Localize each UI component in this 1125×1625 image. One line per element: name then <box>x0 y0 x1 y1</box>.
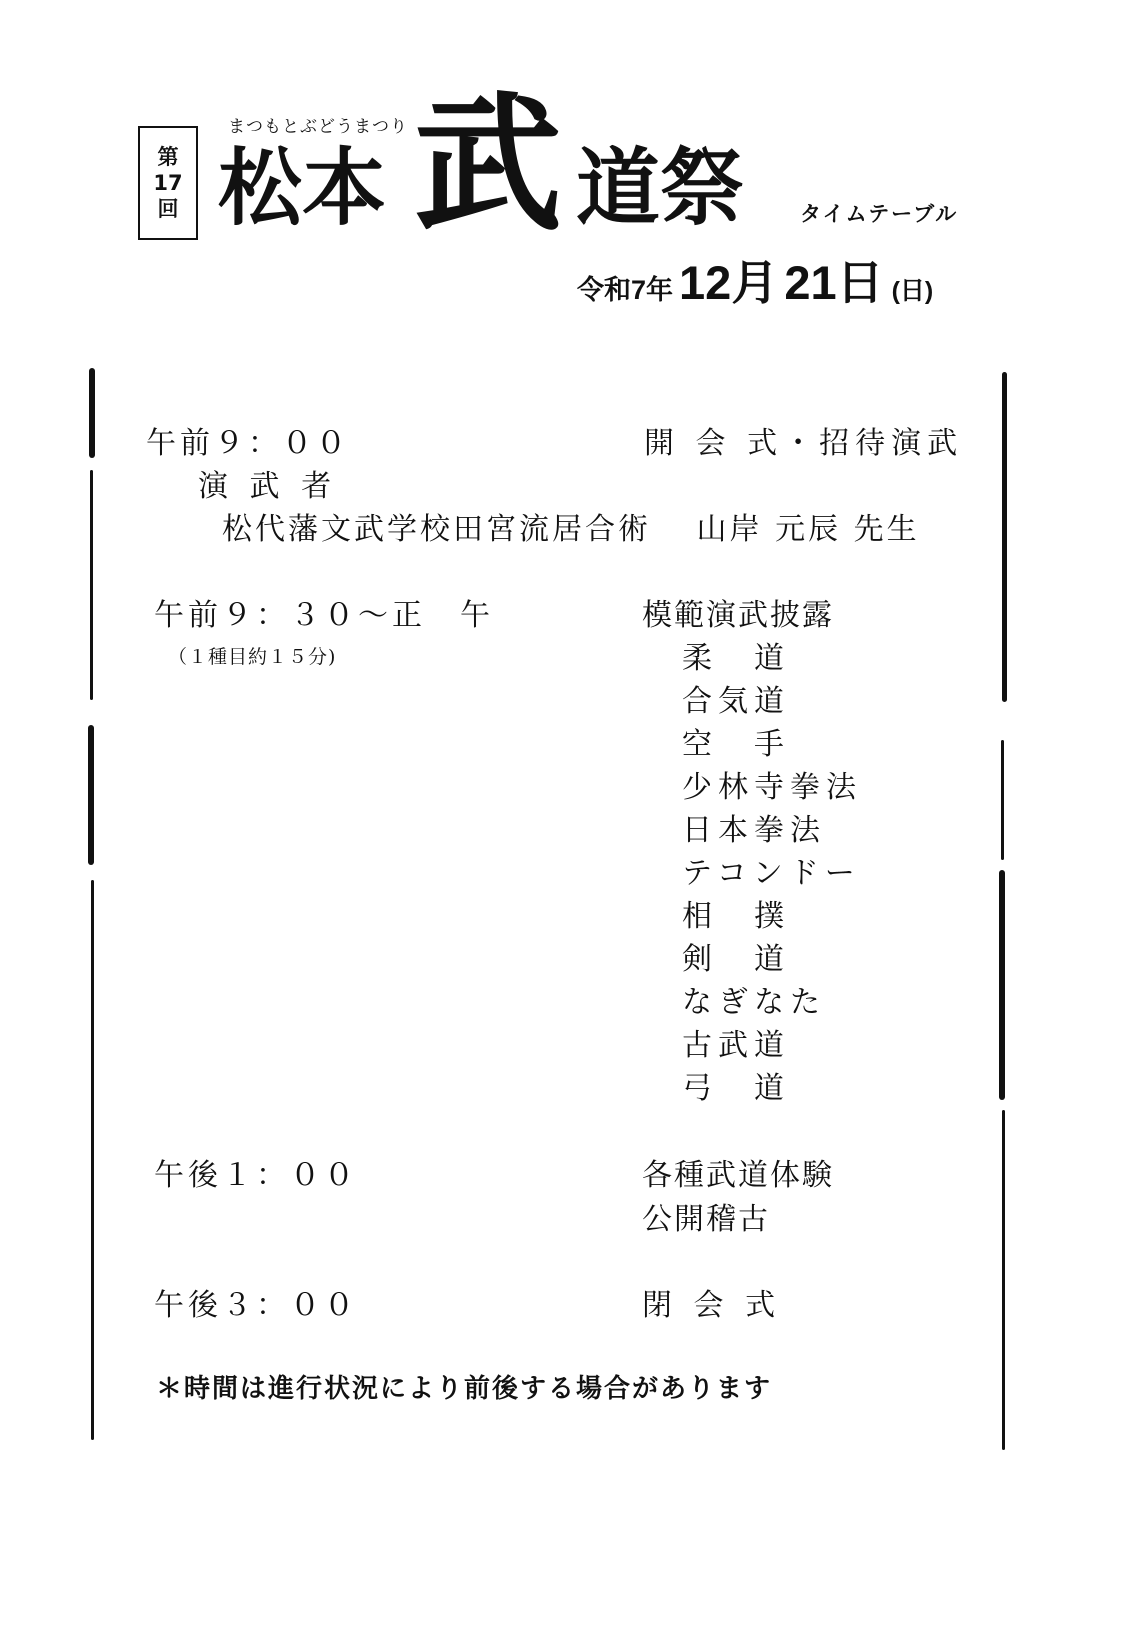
discipline-item: 古武道 <box>682 1028 790 1063</box>
discipline-item: なぎなた <box>682 985 826 1020</box>
discipline-item: 剣 道 <box>682 942 790 977</box>
brush-border-left <box>90 470 93 700</box>
event-closing: 閉 会 式 <box>642 1288 782 1323</box>
brush-border-right <box>999 870 1005 1100</box>
footnote: ＊時間は進行状況により前後する場合があります <box>156 1374 773 1404</box>
performer-name: 松代藩文武学校田宮流居合術 山岸 元辰 先生 <box>222 512 920 547</box>
event-date <box>577 246 933 313</box>
time-0900: 午前９：００ <box>146 426 350 461</box>
subtitle-timetable: タイムテーブル <box>800 202 959 226</box>
discipline-item: 柔 道 <box>682 641 790 676</box>
edition-line-3: 回 <box>157 197 179 221</box>
edition-badge <box>138 126 198 240</box>
discipline-item: テコンドー <box>682 856 861 891</box>
title-dousai: 道祭 <box>576 138 745 237</box>
event-demonstration: 模範演武披露 <box>642 598 834 633</box>
brush-border-right <box>1002 1110 1005 1450</box>
performer-label: 演 武 者 <box>198 469 338 504</box>
time-1300: 午後１：００ <box>154 1158 358 1193</box>
date-weekday: (日) <box>891 277 934 305</box>
discipline-item: 弓 道 <box>682 1071 790 1106</box>
discipline-item: 空 手 <box>682 727 790 762</box>
brush-border-left <box>89 368 95 458</box>
title-bu: 武 <box>414 77 562 251</box>
date-era: 令和7年 <box>577 275 674 305</box>
event-opening: 開 会 式・招待演武 <box>644 426 964 461</box>
date-day: 21 <box>784 256 837 309</box>
discipline-item: 日本拳法 <box>682 813 826 848</box>
event-open-practice: 公開稽古 <box>642 1202 770 1237</box>
discipline-item: 合気道 <box>682 684 790 719</box>
time-0930: 午前９：３０～正 午 <box>154 598 494 633</box>
brush-border-left <box>88 725 94 865</box>
date-month: 12 <box>679 256 732 309</box>
edition-line-1: 第 <box>157 145 179 169</box>
title-ruby: まつもとぶどうまつり <box>228 117 408 137</box>
edition-line-2: 17 <box>153 171 183 195</box>
title-matsumoto: 松本 <box>218 138 387 237</box>
duration-note: （１種目約１５分) <box>168 646 337 668</box>
brush-border-right <box>1001 740 1004 860</box>
discipline-item: 少林寺拳法 <box>682 770 862 805</box>
discipline-item: 相 撲 <box>682 899 790 934</box>
time-1500: 午後３：００ <box>154 1288 358 1323</box>
brush-border-left <box>91 880 94 1440</box>
brush-border-right <box>1002 372 1007 702</box>
date-day-unit: 日 <box>836 256 884 309</box>
event-experience: 各種武道体験 <box>642 1158 834 1193</box>
date-month-unit: 月 <box>731 256 779 309</box>
